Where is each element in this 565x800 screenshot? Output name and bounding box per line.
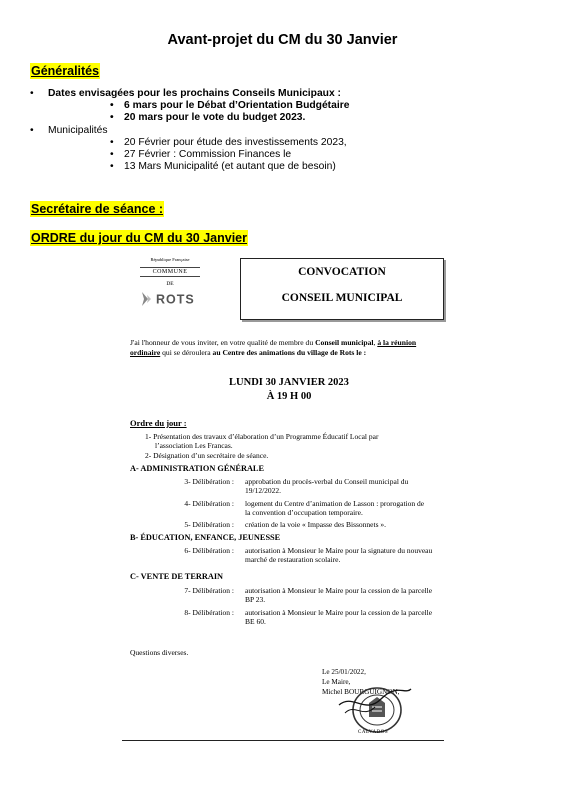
ordre-title: Ordre du jour :	[130, 418, 187, 428]
signature-role: Le Maire,	[322, 678, 351, 686]
list-item: • Dates envisagées pour les prochains Conseils Municipaux : • 6 mars pour le Débat d’Orientation Budgétaire • 20 mars pour le vote du budget 2023.	[30, 88, 349, 125]
item-text: création de la voie « Impasse des Bissonnets ».	[245, 520, 387, 529]
republique-label: République Française	[150, 257, 190, 262]
list-item: • 27 Février : Commission Finances le	[110, 149, 349, 161]
list-item: • 6 mars pour le Débat d’Orientation Budgétaire	[110, 100, 349, 112]
convocation-box	[240, 258, 444, 320]
generalites-heading: Généralités	[31, 64, 100, 78]
item-text: la convention d’occupation temporaire.	[245, 508, 363, 517]
generalites-list	[30, 88, 349, 173]
ordre-heading: ORDRE du jour du CM du 30 Janvier	[31, 231, 247, 245]
meeting-date: LUNDI 30 JANVIER 2023	[229, 377, 349, 388]
divider	[122, 740, 444, 741]
invitation-paragraph: J'ai l'honneur de vous inviter, en votre qualité de membre du Conseil municipal, à la réunion ordinaire qui se déroulera au Centre des animations du village de Rots le :	[130, 338, 417, 357]
list-item: • Municipalités • 20 Février pour étude des investissements 2023, • 27 Février : Commission Finances le • 13 Mars Municipalité (et autant que de besoin)	[30, 125, 349, 174]
item-text: approbation du procès-verbal du Conseil municipal du	[245, 477, 409, 486]
item-text: autorisation à Monsieur le Maire pour la cession de la parcelle	[245, 608, 433, 617]
item-text: 19/12/2022.	[245, 486, 282, 495]
commune-label: COMMUNE	[140, 267, 200, 277]
item-text: BE 60.	[245, 617, 266, 626]
de-label: DE	[166, 281, 174, 287]
item-label: 3- Délibération :	[184, 477, 234, 486]
item-text: logement du Centre d’animation de Lasson : prorogation de	[245, 499, 425, 508]
meeting-time: À 19 H 00	[266, 391, 312, 402]
rots-logo	[138, 290, 195, 308]
list-item: 1- Présentation des travaux d’élaboration d’un Programme Éducatif Local par	[145, 432, 379, 441]
list-item: • 20 mars pour le vote du budget 2023.	[110, 112, 349, 124]
section-heading: A- ADMINISTRATION GÉNÉRALE	[130, 464, 264, 473]
item-label: 8- Délibération :	[184, 608, 234, 617]
questions-diverses: Questions diverses.	[130, 648, 189, 657]
list-item: l’association Les Francas.	[155, 441, 233, 450]
item-text: BP 23.	[245, 595, 266, 604]
list-item: • 13 Mars Municipalité (et autant que de besoin)	[110, 161, 349, 173]
secretaire-heading: Secrétaire de séance :	[31, 202, 164, 216]
stamp-label: CALVADOS	[358, 730, 389, 735]
rots-wordmark: ROTS	[156, 292, 195, 307]
convocation-title: CONVOCATION	[298, 266, 386, 278]
item-text: autorisation à Monsieur le Maire pour la cession de la parcelle	[245, 586, 433, 595]
list-item: • 20 Février pour étude des investissements 2023,	[110, 137, 349, 149]
signature-date: Le 25/01/2022,	[322, 668, 366, 676]
signature-name: Michel BOURGUIGNON,	[322, 688, 400, 696]
page-title: Avant-projet du CM du 30 Janvier	[167, 32, 398, 48]
section-heading: B- ÉDUCATION, ENFANCE, JEUNESSE	[130, 533, 281, 542]
item-label: 4- Délibération :	[184, 499, 234, 508]
list-item: 2- Désignation d’un secrétaire de séance.	[145, 451, 269, 460]
rots-logo-icon	[138, 291, 152, 307]
item-label: 6- Délibération :	[184, 546, 234, 555]
item-text: autorisation à Monsieur le Maire pour la signature du nouveau	[245, 546, 433, 555]
item-text: marché de restauration scolaire.	[245, 555, 341, 564]
item-label: 5- Délibération :	[184, 520, 234, 529]
section-heading: C- VENTE DE TERRAIN	[130, 572, 224, 581]
conseil-title: CONSEIL MUNICIPAL	[281, 292, 403, 304]
item-label: 7- Délibération :	[184, 586, 234, 595]
